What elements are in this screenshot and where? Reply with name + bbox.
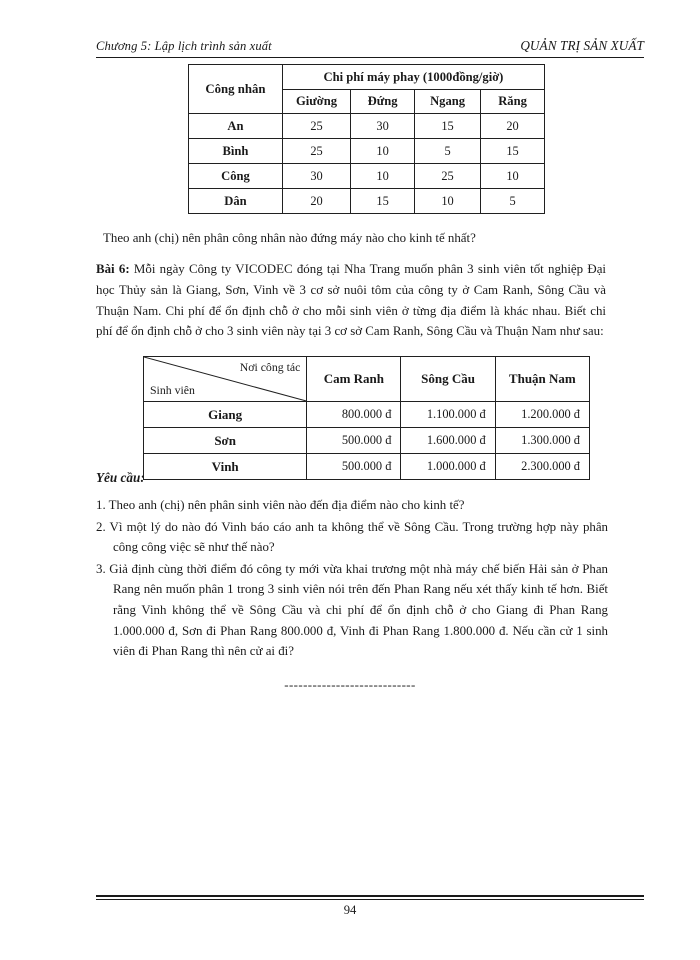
list-item: 1. Theo anh (chị) nên phân sinh viên nào đến địa điểm nào cho kinh tế? xyxy=(96,498,465,512)
milling-row-name-2: Công xyxy=(189,164,283,189)
milling-cell-2-1: 10 xyxy=(351,164,415,189)
milling-cell-0-2: 15 xyxy=(415,114,481,139)
milling-cell-2-0: 30 xyxy=(282,164,350,189)
requirements-title: Yêu cầu: xyxy=(96,470,145,485)
assignment-cell-2-0: 500.000 đ xyxy=(307,454,401,480)
table-row xyxy=(189,164,545,189)
milling-cell-3-3: 5 xyxy=(481,189,545,214)
assignment-row-name-0: Giang xyxy=(144,402,307,428)
exercise-6-paragraph xyxy=(96,259,606,342)
milling-cell-0-1: 30 xyxy=(351,114,415,139)
list-item: 3. Giả định cùng thời điểm đó công ty mới vừa khai trương một nhà máy chế biến Hải sản ở Phan Rang nên muốn phân 1 trong 3 sinh viên nói trên đến Phan Rang nếu xét thấy kinh tế hơn. Biết rằng Vinh không thể về Sông Cầu và chi phí để ổn định chỗ ở cho Giang đi Phan Rang 1.000.000 đ, Sơn đi Phan Rang 800.000 đ, Vinh đi Phan Rang 1.800.000 đ. Nếu cần cử 1 sinh viên đi Phan Rang thì nên cử ai đi? xyxy=(96,561,608,659)
milling-group-header: Chi phí máy phay (1000đồng/giờ) xyxy=(282,65,544,90)
table-row xyxy=(189,114,545,139)
milling-cell-3-0: 20 xyxy=(282,189,350,214)
milling-cell-1-1: 10 xyxy=(351,139,415,164)
assignment-column-1: Sông Cầu xyxy=(401,357,495,402)
milling-cell-1-2: 5 xyxy=(415,139,481,164)
table-row xyxy=(144,454,590,480)
requirements-list xyxy=(96,495,608,663)
assignment-row-name-2: Vinh xyxy=(144,454,307,480)
table-header-row xyxy=(189,65,545,90)
assignment-cell-0-1: 1.100.000 đ xyxy=(401,402,495,428)
milling-row-name-3: Dân xyxy=(189,189,283,214)
milling-column-0: Giường xyxy=(282,90,350,114)
assignment-cell-0-0: 800.000 đ xyxy=(307,402,401,428)
exercise-6-label: Bài 6: xyxy=(96,262,130,276)
assignment-column-2: Thuận Nam xyxy=(495,357,589,402)
milling-row-name-0: An xyxy=(189,114,283,139)
milling-cell-2-3: 10 xyxy=(481,164,545,189)
milling-column-1: Đứng xyxy=(351,90,415,114)
assignment-cell-2-2: 2.300.000 đ xyxy=(495,454,589,480)
running-head-right: QUẢN TRỊ SẢN XUẤT xyxy=(520,38,644,53)
section-separator: ---------------------------- xyxy=(284,678,416,692)
assignment-cell-1-0: 500.000 đ xyxy=(307,428,401,454)
running-head-left: Chương 5: Lập lịch trình sản xuất xyxy=(96,39,272,53)
milling-column-3: Răng xyxy=(481,90,545,114)
assignment-cost-table xyxy=(143,356,590,480)
milling-corner-label: Công nhân xyxy=(189,65,283,114)
milling-cost-table-wrapper xyxy=(188,64,545,214)
table-row xyxy=(189,189,545,214)
milling-cell-1-0: 25 xyxy=(282,139,350,164)
assignment-cell-1-1: 1.600.000 đ xyxy=(401,428,495,454)
milling-cell-0-3: 20 xyxy=(481,114,545,139)
assignment-row-name-1: Sơn xyxy=(144,428,307,454)
assignment-corner-bottom-label: Sinh viên xyxy=(150,383,195,397)
page-number: 94 xyxy=(343,903,357,917)
footer-divider-thick xyxy=(96,895,644,897)
assignment-corner-diagonal-cell xyxy=(144,357,307,402)
table-row xyxy=(189,139,545,164)
assignment-column-0: Cam Ranh xyxy=(307,357,401,402)
question-after-milling-table: Theo anh (chị) nên phân công nhân nào đứng máy nào cho kinh tế nhất? xyxy=(103,231,476,245)
milling-cell-3-1: 15 xyxy=(351,189,415,214)
table-row xyxy=(144,428,590,454)
milling-cell-0-0: 25 xyxy=(282,114,350,139)
list-item: 2. Vì một lý do nào đó Vinh báo cáo anh ta không thể về Sông Cầu. Trong trường hợp này phân công công việc sẽ như thế nào? xyxy=(96,519,608,555)
milling-column-2: Ngang xyxy=(415,90,481,114)
assignment-cell-0-2: 1.200.000 đ xyxy=(495,402,589,428)
assignment-cell-2-1: 1.000.000 đ xyxy=(401,454,495,480)
running-head xyxy=(96,38,644,54)
assignment-corner-top-label: Nơi công tác xyxy=(239,360,301,374)
exercise-6-text: Mỗi ngày Công ty VICODEC đóng tại Nha Trang muốn phân 3 sinh viên tốt nghiệp Đại học Thủy sản là Giang, Sơn, Vinh về 3 cơ sở nuôi tôm của công ty ở Cam Ranh, Sông Cầu và Thuận Nam. Chi phí để ổn định chỗ ở cho mỗi sinh viên ở từng địa điểm là khác nhau. Biết chi phí để ổn định chỗ ở cho 3 sinh viên này tại 3 cơ sở Cam Ranh, Sông Cầu và Thuận Nam như sau: xyxy=(96,262,606,339)
milling-cell-3-2: 10 xyxy=(415,189,481,214)
header-divider xyxy=(96,57,644,58)
assignment-cell-1-2: 1.300.000 đ xyxy=(495,428,589,454)
milling-cell-2-2: 25 xyxy=(415,164,481,189)
table-row xyxy=(144,402,590,428)
footer-divider-thin xyxy=(96,899,644,900)
milling-cell-1-3: 15 xyxy=(481,139,545,164)
milling-cost-table xyxy=(188,64,545,214)
table-header-row xyxy=(144,357,590,402)
milling-row-name-1: Bình xyxy=(189,139,283,164)
assignment-cost-table-wrapper xyxy=(143,356,590,480)
